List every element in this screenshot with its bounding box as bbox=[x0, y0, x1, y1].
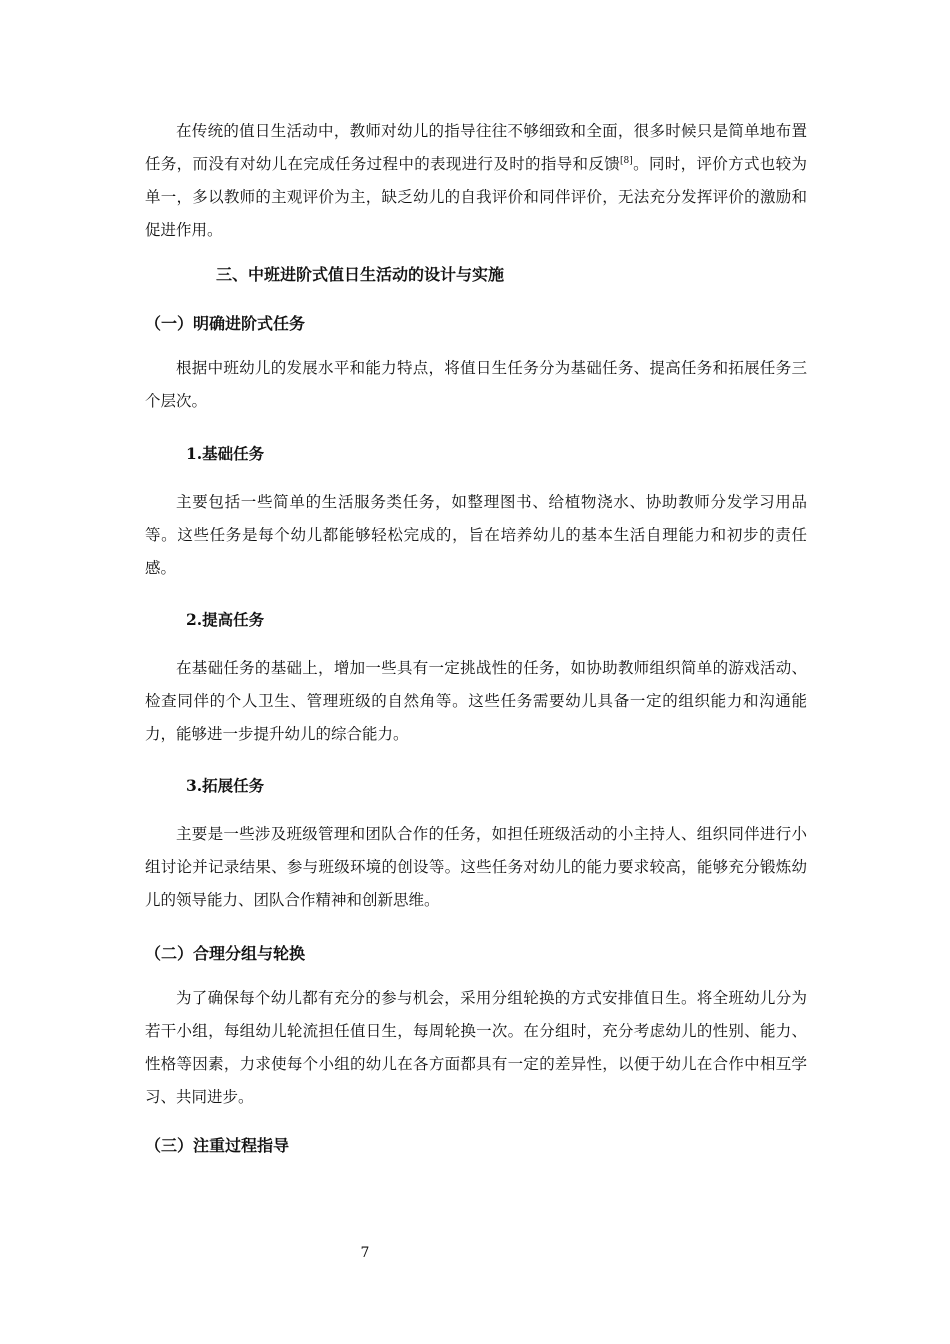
chapter-heading: 三、中班进阶式值日生活动的设计与实施 bbox=[216, 265, 505, 284]
paragraph-5: 主要是一些涉及班级管理和团队合作的任务，如担任班级活动的小主持人、组织同伴进行小组讨论并记录结果、参与班级环境的创设等。这些任务对幼儿的能力要求较高，能够充分锻炼幼儿的领导能力、团队合作精神和创新思维。 bbox=[145, 825, 807, 909]
paragraph-1-text-a: 在传统的值日生活动中，教师对幼儿的指导往往不够细致和全面，很多时候只是简单地布置任务，而没有对幼儿在完成任务过程中的表现进行及时的指导和反馈 bbox=[145, 122, 807, 173]
paragraph-1-text-b: 。同时，评价方式也较为单一，多以教师的主观评价为主，缺乏幼儿的自我评价和同伴评价，无法充分发挥评价的激励和促进作用。 bbox=[145, 155, 807, 239]
paragraph-3: 主要包括一些简单的生活服务类任务，如整理图书、给植物浇水、协助教师分发学习用品等。这些任务是每个幼儿都能够轻松完成的，旨在培养幼儿的基本生活自理能力和初步的责任感。 bbox=[145, 493, 807, 577]
subheading-basic-task: 1.基础任务 bbox=[186, 444, 265, 463]
citation-ref: [8] bbox=[620, 155, 633, 166]
page-number: 7 bbox=[360, 1245, 370, 1261]
subheading-advanced-task: 2.提高任务 bbox=[186, 610, 265, 629]
section-heading-2: （二）合理分组与轮换 bbox=[145, 944, 306, 963]
subheading-extended-task: 3.拓展任务 bbox=[186, 776, 265, 795]
section-heading-1: （一）明确进阶式任务 bbox=[145, 314, 306, 333]
section-heading-3: （三）注重过程指导 bbox=[145, 1136, 290, 1155]
paragraph-2: 根据中班幼儿的发展水平和能力特点，将值日生任务分为基础任务、提高任务和拓展任务三个层次。 bbox=[145, 359, 807, 410]
paragraph-6: 为了确保每个幼儿都有充分的参与机会，采用分组轮换的方式安排值日生。将全班幼儿分为若干小组，每组幼儿轮流担任值日生，每周轮换一次。在分组时，充分考虑幼儿的性别、能力、性格等因素，力求使每个小组的幼儿在各方面都具有一定的差异性，以便于幼儿在合作中相互学习、共同进步。 bbox=[145, 989, 807, 1106]
paragraph-1 bbox=[145, 115, 807, 247]
paragraph-4: 在基础任务的基础上，增加一些具有一定挑战性的任务，如协助教师组织简单的游戏活动、检查同伴的个人卫生、管理班级的自然角等。这些任务需要幼儿具备一定的组织能力和沟通能力，能够进一步提升幼儿的综合能力。 bbox=[145, 659, 807, 743]
